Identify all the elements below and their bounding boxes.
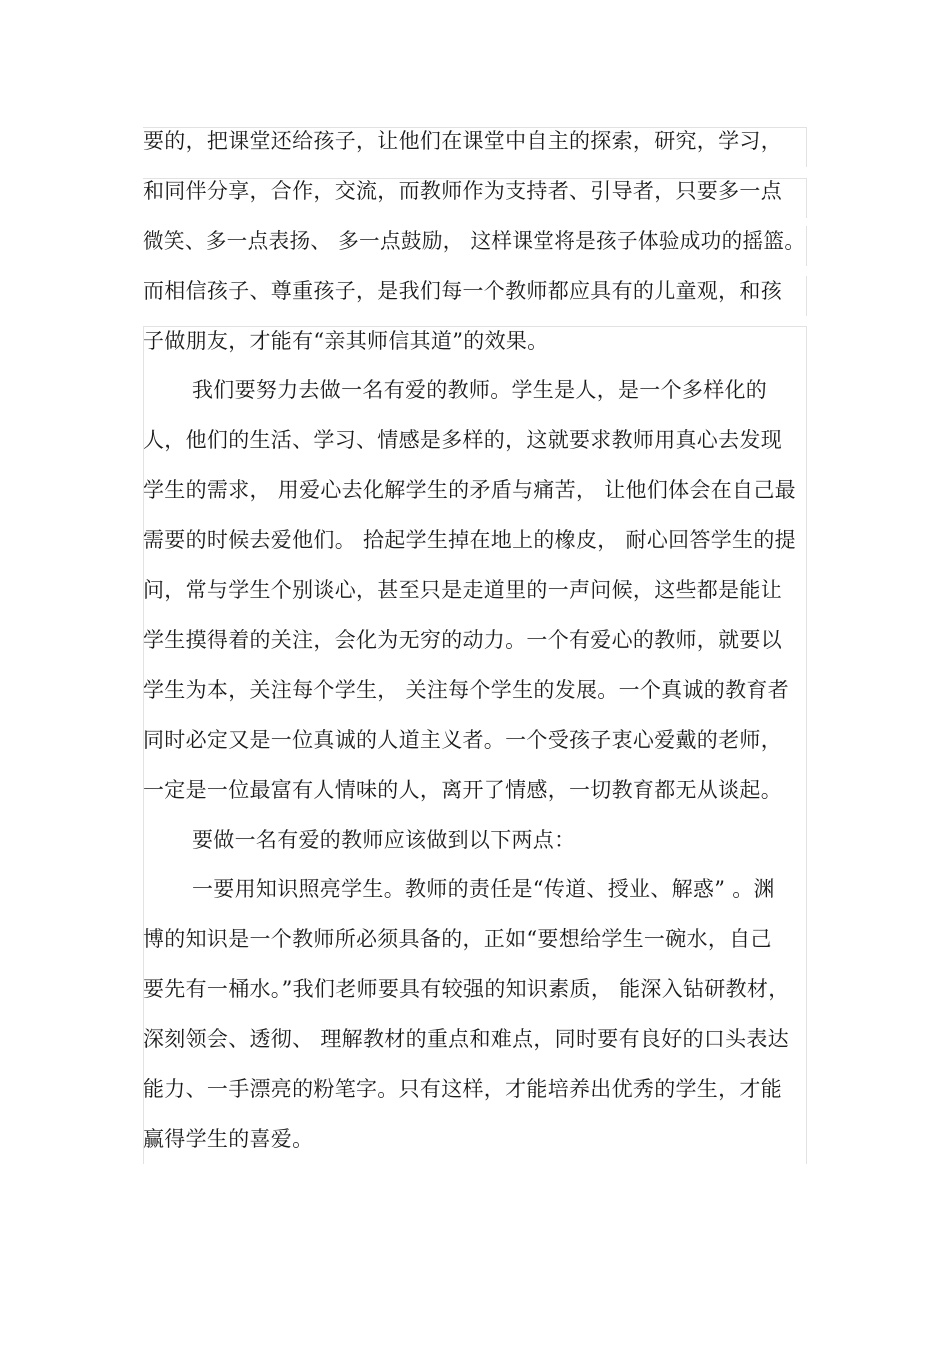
text-line: 要做一名有爱的教师应该做到以下两点： <box>192 828 576 852</box>
text-line: 深刻领会、透彻、 理解教材的重点和难点，同时要有良好的口头表达 <box>143 1027 789 1051</box>
frame-rule <box>806 226 807 266</box>
text-line: 博的知识是一个教师所必须具备的，正如“要想给学生一碗水，自己 <box>143 927 772 951</box>
text-line: 我们要努力去做一名有爱的教师。学生是人，是一个多样化的 <box>192 378 768 402</box>
frame-rule <box>806 127 807 167</box>
text-line: 赢得学生的喜爱。 <box>143 1127 314 1151</box>
text-line: 学生为本，关注每个学生， 关注每个学生的发展。一个真诚的教育者 <box>143 678 789 702</box>
text-line: 而相信孩子、尊重孩子，是我们每一个教师都应具有的儿童观，和孩 <box>143 279 782 303</box>
text-line: 需要的时候去爱他们。 拾起学生掉在地上的橡皮， 耐心回答学生的提 <box>143 528 796 552</box>
text-line: 子做朋友，才能有“亲其师信其道”的效果。 <box>143 329 549 353</box>
text-line: 和同伴分享，合作，交流，而教师作为支持者、引导者，只要多一点 <box>143 179 782 203</box>
text-line: 一定是一位最富有人情味的人，离开了情感，一切教育都无从谈起。 <box>143 778 782 802</box>
text-line: 问，常与学生个别谈心，甚至只是走道里的一声问候，这些都是能让 <box>143 578 782 602</box>
frame-rule <box>806 178 807 218</box>
text-line: 能力、一手漂亮的粉笔字。只有这样，才能培养出优秀的学生，才能 <box>143 1077 782 1101</box>
text-line: 学生的需求， 用爱心去化解学生的矛盾与痛苦， 让他们体会在自己最 <box>143 478 796 502</box>
text-line: 微笑、多一点表扬、 多一点鼓励， 这样课堂将是孩子体验成功的摇篮。 <box>143 229 806 253</box>
frame-rule <box>806 326 807 1164</box>
text-line: 人，他们的生活、学习、情感是多样的，这就要求教师用真心去发现 <box>143 428 782 452</box>
text-line: 同时必定又是一位真诚的人道主义者。一个受孩子衷心爱戴的老师， <box>143 728 782 752</box>
text-line: 一要用知识照亮学生。教师的责任是“传道、授业、解惑” 。渊 <box>192 877 775 901</box>
frame-rule <box>806 276 807 316</box>
text-line: 要先有一桶水。”我们老师要具有较强的知识素质， 能深入钻研教材， <box>143 977 790 1001</box>
text-line: 要的，把课堂还给孩子，让他们在课堂中自主的探索，研究，学习， <box>143 129 782 153</box>
text-line: 学生摸得着的关注，会化为无穷的动力。一个有爱心的教师，就要以 <box>143 628 782 652</box>
